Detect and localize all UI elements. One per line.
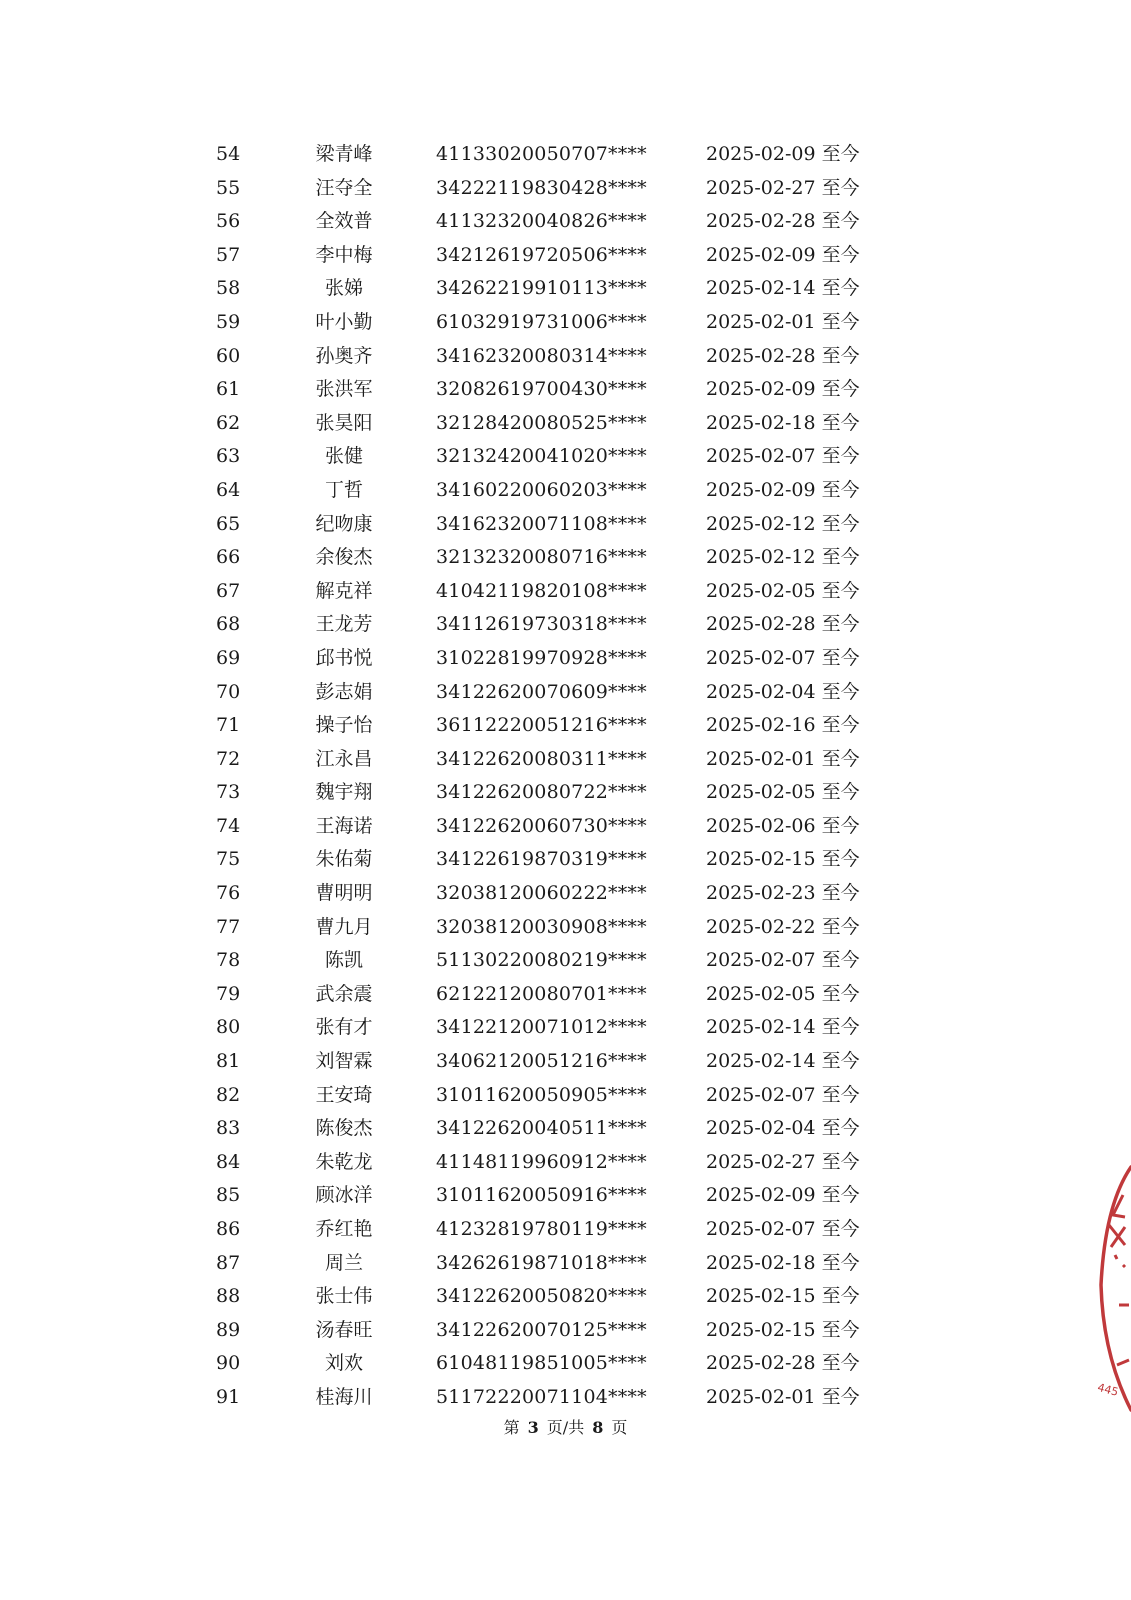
roster-row [0, 440, 1131, 474]
employment-period: 2025-02-07 至今 [706, 949, 860, 972]
person-name: 王安琦 [315, 1083, 373, 1106]
roster-row [0, 272, 1131, 306]
seal-fragment-graphic [1095, 1155, 1131, 1420]
person-name: 陈俊杰 [315, 1117, 373, 1140]
row-number: 76 [216, 882, 241, 905]
employment-period: 2025-02-28 至今 [706, 210, 860, 233]
row-number: 75 [216, 848, 241, 871]
total-page-count: 8 [592, 1418, 604, 1437]
person-name: 丁哲 [324, 478, 363, 501]
id-number: 36112220051216**** [436, 714, 647, 737]
id-number: 34262219910113**** [436, 277, 647, 300]
row-number: 61 [216, 378, 241, 401]
official-seal-stamp [1095, 1155, 1131, 1420]
id-number: 34122620080722**** [436, 781, 647, 804]
id-number: 34122620060730**** [436, 814, 647, 837]
id-number: 41148119960912**** [436, 1150, 647, 1173]
current-page-number: 3 [527, 1418, 539, 1437]
person-name: 周兰 [324, 1251, 363, 1274]
employment-period: 2025-02-04 至今 [706, 680, 860, 703]
row-number: 90 [216, 1352, 241, 1375]
roster-row [0, 709, 1131, 743]
employment-period: 2025-02-15 至今 [706, 1318, 860, 1341]
roster-row [0, 642, 1131, 676]
row-number: 60 [216, 344, 241, 367]
id-number: 34122620070609**** [436, 680, 647, 703]
roster-row [0, 743, 1131, 777]
person-name: 操子怡 [315, 714, 373, 737]
person-name: 顾冰洋 [315, 1184, 373, 1207]
id-number: 62122120080701**** [436, 982, 647, 1005]
row-number: 64 [216, 478, 241, 501]
person-name: 纪吻康 [315, 512, 373, 535]
person-name: 李中梅 [315, 243, 373, 266]
id-number: 34122120071012**** [436, 1016, 647, 1039]
id-number: 32132420041020**** [436, 445, 647, 468]
employment-period: 2025-02-05 至今 [706, 781, 860, 804]
roster-row [0, 877, 1131, 911]
roster-row [0, 1011, 1131, 1045]
roster-row [0, 172, 1131, 206]
id-number: 41132320040826**** [436, 210, 647, 233]
person-name: 张昊阳 [315, 411, 373, 434]
employment-period: 2025-02-14 至今 [706, 1016, 860, 1039]
roster-row [0, 306, 1131, 340]
roster-row [0, 205, 1131, 239]
employment-period: 2025-02-22 至今 [706, 915, 860, 938]
person-name: 曹九月 [315, 915, 373, 938]
person-name: 王海诺 [315, 814, 373, 837]
row-number: 71 [216, 714, 241, 737]
id-number: 34122619870319**** [436, 848, 647, 871]
employment-period: 2025-02-01 至今 [706, 310, 860, 333]
id-number: 34222119830428**** [436, 176, 647, 199]
roster-row [0, 1280, 1131, 1314]
row-number: 91 [216, 1385, 241, 1408]
person-name: 武余震 [315, 982, 373, 1005]
person-name: 解克祥 [315, 579, 373, 602]
roster-row [0, 541, 1131, 575]
roster-row [0, 239, 1131, 273]
row-number: 56 [216, 210, 241, 233]
row-number: 70 [216, 680, 241, 703]
id-number: 32038120030908**** [436, 915, 647, 938]
id-number: 51130220080219**** [436, 949, 647, 972]
id-number: 31022819970928**** [436, 646, 647, 669]
person-name: 彭志娟 [315, 680, 373, 703]
employment-period: 2025-02-27 至今 [706, 1150, 860, 1173]
roster-row [0, 340, 1131, 374]
person-name: 张洪军 [315, 378, 373, 401]
id-number: 34112619730318**** [436, 613, 647, 636]
person-name: 邱书悦 [315, 646, 373, 669]
page-footer [0, 1416, 1131, 1440]
employment-period: 2025-02-28 至今 [706, 1352, 860, 1375]
employment-period: 2025-02-09 至今 [706, 243, 860, 266]
employment-period: 2025-02-07 至今 [706, 1218, 860, 1240]
roster-row [0, 407, 1131, 441]
id-number: 61032919731006**** [436, 310, 647, 333]
row-number: 62 [216, 411, 241, 434]
roster-row [0, 810, 1131, 844]
person-name: 刘欢 [324, 1352, 363, 1375]
roster-row [0, 1112, 1131, 1146]
row-number: 85 [216, 1184, 241, 1207]
id-number: 34122620080311**** [436, 747, 647, 770]
roster-row [0, 1314, 1131, 1348]
employment-period: 2025-02-15 至今 [706, 848, 860, 871]
id-number: 51172220071104**** [436, 1385, 647, 1408]
roster-row [0, 843, 1131, 877]
id-number: 34160220060203**** [436, 478, 647, 501]
row-number: 68 [216, 613, 241, 636]
employment-period: 2025-02-18 至今 [706, 1251, 860, 1274]
id-number: 34262619871018**** [436, 1251, 647, 1274]
id-number: 34162320071108**** [436, 512, 647, 535]
footer-suffix: 页 [611, 1418, 628, 1437]
person-name: 张娣 [324, 277, 363, 300]
roster-row [0, 474, 1131, 508]
id-number: 61048119851005**** [436, 1352, 647, 1375]
row-number: 77 [216, 915, 241, 938]
employment-period: 2025-02-15 至今 [706, 1285, 860, 1308]
row-number: 80 [216, 1016, 241, 1039]
employment-period: 2025-02-05 至今 [706, 982, 860, 1005]
person-name: 朱乾龙 [315, 1150, 373, 1173]
person-name: 江永昌 [315, 747, 373, 770]
row-number: 87 [216, 1251, 241, 1274]
row-number: 55 [216, 176, 241, 199]
roster-row [0, 1045, 1131, 1079]
row-number: 86 [216, 1218, 241, 1240]
employment-period: 2025-02-06 至今 [706, 814, 860, 837]
person-name: 梁青峰 [315, 143, 373, 165]
roster-row [0, 508, 1131, 542]
roster-row [0, 575, 1131, 609]
personnel-list [0, 138, 1131, 1415]
employment-period: 2025-02-07 至今 [706, 646, 860, 669]
id-number: 41133020050707**** [436, 143, 647, 165]
row-number: 57 [216, 243, 241, 266]
employment-period: 2025-02-27 至今 [706, 176, 860, 199]
row-number: 63 [216, 445, 241, 468]
row-number: 83 [216, 1117, 241, 1140]
id-number: 34122620040511**** [436, 1117, 647, 1140]
id-number: 32128420080525**** [436, 411, 647, 434]
person-name: 刘智霖 [315, 1050, 373, 1073]
person-name: 张士伟 [315, 1285, 373, 1308]
roster-row [0, 1179, 1131, 1213]
person-name: 叶小勤 [315, 310, 373, 333]
id-number: 32038120060222**** [436, 882, 647, 905]
employment-period: 2025-02-18 至今 [706, 411, 860, 434]
person-name: 张健 [324, 445, 363, 468]
roster-row [0, 676, 1131, 710]
roster-row [0, 1247, 1131, 1281]
id-number: 32132320080716**** [436, 546, 647, 569]
roster-row [0, 1213, 1131, 1247]
person-name: 乔红艳 [315, 1218, 373, 1240]
id-number: 34212619720506**** [436, 243, 647, 266]
person-name: 余俊杰 [315, 546, 373, 569]
roster-row [0, 138, 1131, 172]
employment-period: 2025-02-12 至今 [706, 546, 860, 569]
roster-row [0, 373, 1131, 407]
employment-period: 2025-02-09 至今 [706, 478, 860, 501]
person-name: 孙奥齐 [315, 344, 373, 367]
row-number: 72 [216, 747, 241, 770]
person-name: 汤春旺 [315, 1318, 373, 1341]
id-number: 41042119820108**** [436, 579, 647, 602]
row-number: 73 [216, 781, 241, 804]
employment-period: 2025-02-01 至今 [706, 1385, 860, 1408]
person-name: 曹明明 [315, 882, 373, 905]
roster-row [0, 1381, 1131, 1415]
person-name: 汪夺全 [315, 176, 373, 199]
id-number: 34122620050820**** [436, 1285, 647, 1308]
row-number: 84 [216, 1150, 241, 1173]
seal-number-text: 445 [1096, 1380, 1120, 1399]
person-name: 王龙芳 [315, 613, 373, 636]
id-number: 34122620070125**** [436, 1318, 647, 1341]
employment-period: 2025-02-07 至今 [706, 1083, 860, 1106]
id-number: 31011620050916**** [436, 1184, 647, 1207]
row-number: 66 [216, 546, 241, 569]
row-number: 59 [216, 310, 241, 333]
row-number: 81 [216, 1050, 241, 1073]
row-number: 89 [216, 1318, 241, 1341]
roster-row [0, 944, 1131, 978]
id-number: 31011620050905**** [436, 1083, 647, 1106]
id-number: 32082619700430**** [436, 378, 647, 401]
employment-period: 2025-02-09 至今 [706, 378, 860, 401]
row-number: 65 [216, 512, 241, 535]
row-number: 58 [216, 277, 241, 300]
employment-period: 2025-02-16 至今 [706, 714, 860, 737]
employment-period: 2025-02-14 至今 [706, 277, 860, 300]
employment-period: 2025-02-01 至今 [706, 747, 860, 770]
roster-row [0, 1347, 1131, 1381]
row-number: 79 [216, 982, 241, 1005]
footer-prefix: 第 [503, 1418, 520, 1437]
id-number: 41232819780119**** [436, 1218, 647, 1240]
employment-period: 2025-02-09 至今 [706, 1184, 860, 1207]
footer-middle: 页/共 [546, 1418, 585, 1437]
row-number: 74 [216, 814, 241, 837]
row-number: 82 [216, 1083, 241, 1106]
row-number: 78 [216, 949, 241, 972]
person-name: 张有才 [315, 1016, 373, 1039]
employment-period: 2025-02-12 至今 [706, 512, 860, 535]
row-number: 54 [216, 143, 241, 165]
person-name: 陈凯 [324, 949, 363, 972]
row-number: 88 [216, 1285, 241, 1308]
roster-row [0, 608, 1131, 642]
person-name: 桂海川 [315, 1385, 373, 1408]
roster-row [0, 911, 1131, 945]
employment-period: 2025-02-04 至今 [706, 1117, 860, 1140]
employment-period: 2025-02-07 至今 [706, 445, 860, 468]
employment-period: 2025-02-09 至今 [706, 143, 860, 165]
person-name: 朱佑菊 [315, 848, 373, 871]
employment-period: 2025-02-28 至今 [706, 613, 860, 636]
id-number: 34062120051216**** [436, 1050, 647, 1073]
person-name: 魏宇翔 [315, 781, 373, 804]
roster-row [0, 978, 1131, 1012]
employment-period: 2025-02-23 至今 [706, 882, 860, 905]
row-number: 67 [216, 579, 241, 602]
roster-row [0, 1146, 1131, 1180]
id-number: 34162320080314**** [436, 344, 647, 367]
roster-row [0, 1079, 1131, 1113]
employment-period: 2025-02-05 至今 [706, 579, 860, 602]
employment-period: 2025-02-28 至今 [706, 344, 860, 367]
employment-period: 2025-02-14 至今 [706, 1050, 860, 1073]
person-name: 全效普 [315, 210, 373, 233]
row-number: 69 [216, 646, 241, 669]
roster-row [0, 776, 1131, 810]
